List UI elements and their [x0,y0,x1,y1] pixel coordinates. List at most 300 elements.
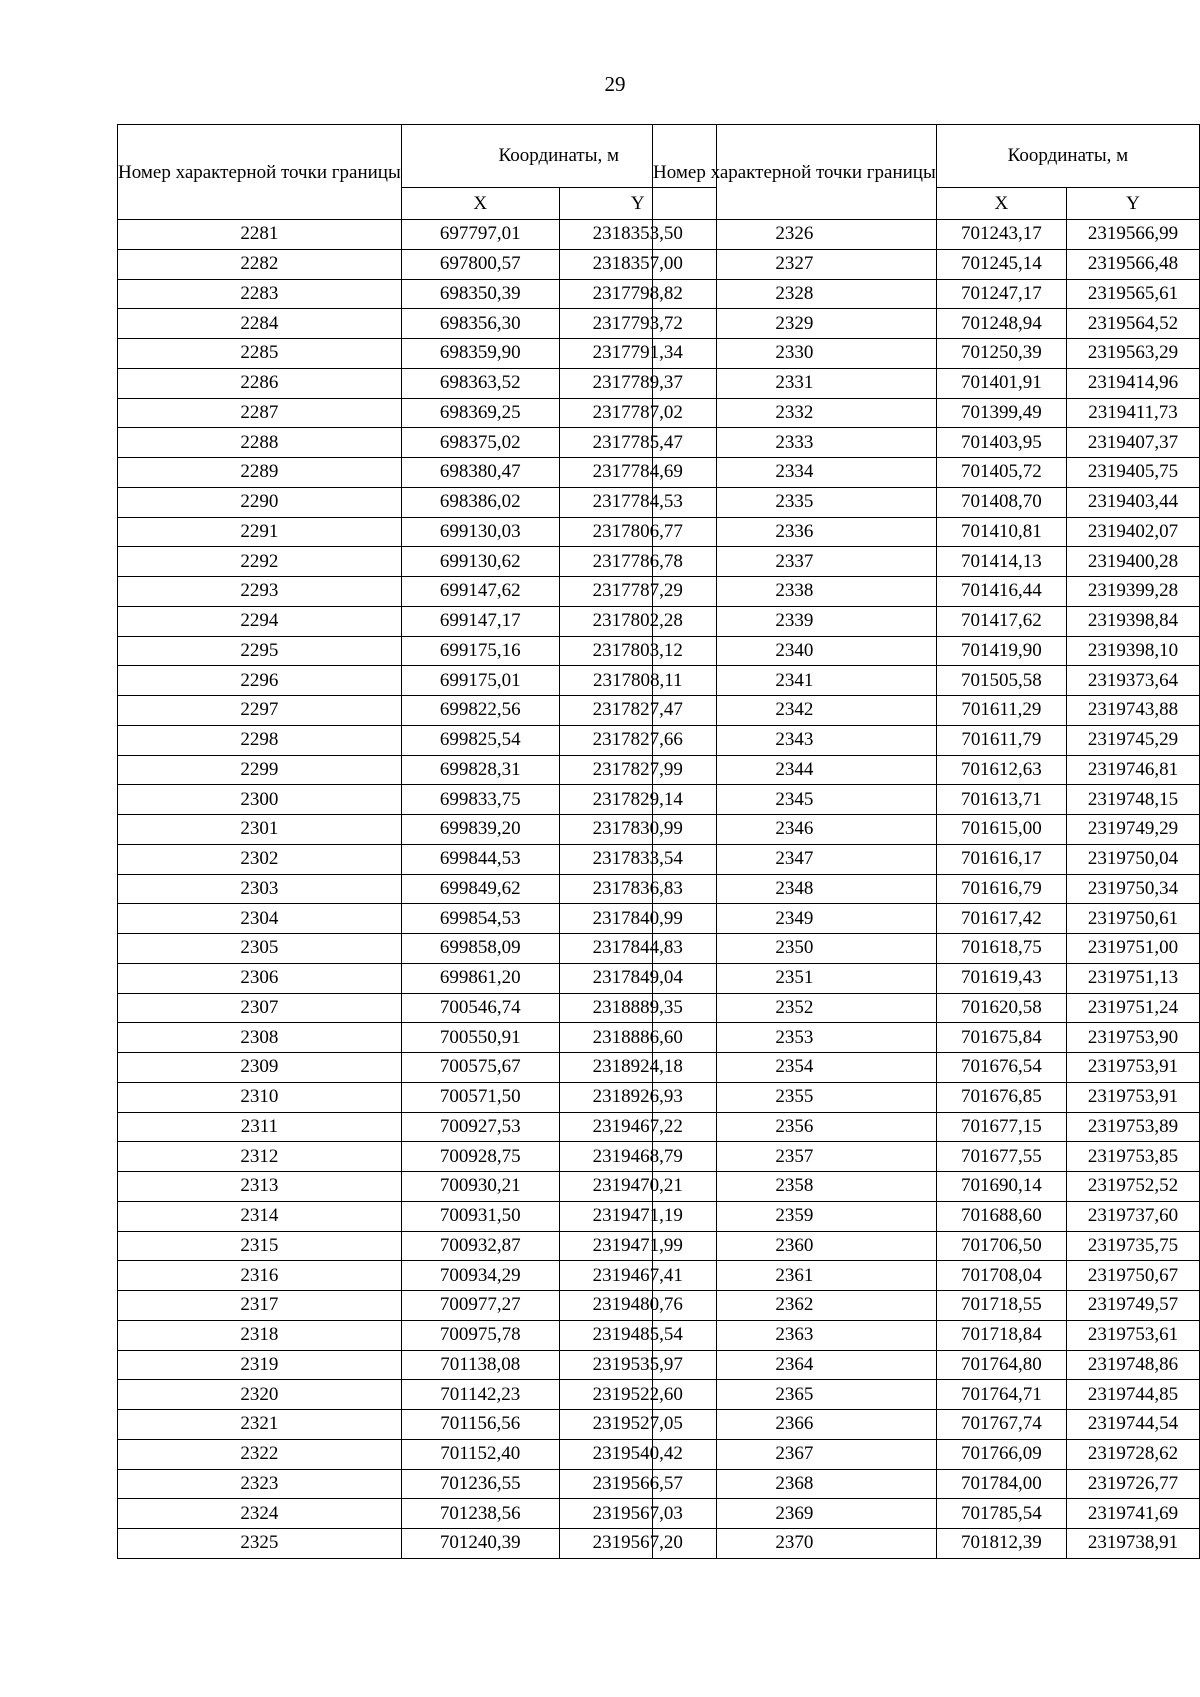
x-coordinate-cell: 700546,74 [401,993,559,1023]
point-number-cell: 2369 [653,1499,937,1529]
table-row [653,487,1200,517]
x-coordinate-cell: 701419,90 [936,636,1066,666]
y-coordinate-cell: 2319750,67 [1066,1261,1199,1291]
y-coordinate-cell: 2317787,29 [559,577,716,607]
point-number-cell: 2314 [118,1201,402,1231]
point-number-cell: 2346 [653,815,937,845]
point-number-cell: 2362 [653,1291,937,1321]
y-coordinate-cell: 2319564,52 [1066,309,1199,339]
point-number-cell: 2307 [118,993,402,1023]
table-row [653,279,1200,309]
table-row [118,517,717,547]
y-coordinate-cell: 2317840,99 [559,904,716,934]
point-number-cell: 2350 [653,934,937,964]
x-coordinate-cell: 700928,75 [401,1142,559,1172]
x-coordinate-cell: 701764,71 [936,1380,1066,1410]
y-coordinate-cell: 2319535,97 [559,1350,716,1380]
point-number-cell: 2370 [653,1529,937,1559]
point-number-cell: 2302 [118,844,402,874]
x-coordinate-cell: 701677,15 [936,1112,1066,1142]
y-coordinate-cell: 2319565,61 [1066,279,1199,309]
x-coordinate-cell: 699175,01 [401,666,559,696]
point-number-cell: 2333 [653,428,937,458]
table-row [118,368,717,398]
y-coordinate-cell: 2319750,61 [1066,904,1199,934]
point-number-cell: 2315 [118,1231,402,1261]
point-number-cell: 2301 [118,815,402,845]
x-coordinate-cell: 701615,00 [936,815,1066,845]
y-coordinate-cell: 2317833,54 [559,844,716,874]
table-row [118,1082,717,1112]
point-number-cell: 2299 [118,755,402,785]
x-coordinate-cell: 701240,39 [401,1529,559,1559]
y-coordinate-cell: 2319471,99 [559,1231,716,1261]
table-row [653,755,1200,785]
x-coordinate-cell: 700931,50 [401,1201,559,1231]
table-body-left [118,220,717,1559]
table-row [653,368,1200,398]
x-coordinate-cell: 698386,02 [401,487,559,517]
table-row [118,725,717,755]
y-coordinate-cell: 2317785,47 [559,428,716,458]
y-coordinate-cell: 2319750,04 [1066,844,1199,874]
x-coordinate-cell: 699147,62 [401,577,559,607]
y-column-header: Y [1066,188,1199,220]
point-number-header: Номер характерной точки границы [118,125,402,220]
point-number-cell: 2318 [118,1320,402,1350]
coordinates-header: Координаты, м [936,125,1199,188]
table-row [653,249,1200,279]
y-coordinate-cell: 2319741,69 [1066,1499,1199,1529]
table-row [118,993,717,1023]
point-number-cell: 2337 [653,547,937,577]
point-number-cell: 2289 [118,458,402,488]
x-coordinate-cell: 700575,67 [401,1053,559,1083]
y-coordinate-cell: 2317849,04 [559,963,716,993]
table-row [653,696,1200,726]
x-coordinate-cell: 698375,02 [401,428,559,458]
x-coordinate-cell: 701138,08 [401,1350,559,1380]
point-number-cell: 2324 [118,1499,402,1529]
point-number-cell: 2293 [118,577,402,607]
y-coordinate-cell: 2319752,52 [1066,1172,1199,1202]
table-row [118,666,717,696]
table-row [653,458,1200,488]
table-row [653,398,1200,428]
table-row [653,785,1200,815]
x-coordinate-cell: 701416,44 [936,577,1066,607]
y-coordinate-cell: 2319398,84 [1066,606,1199,636]
x-coordinate-cell: 701676,85 [936,1082,1066,1112]
x-coordinate-cell: 701766,09 [936,1439,1066,1469]
point-number-cell: 2311 [118,1112,402,1142]
coordinates-header: Координаты, м [401,125,716,188]
x-coordinate-cell: 699849,62 [401,874,559,904]
table-row [653,1380,1200,1410]
table-row [653,993,1200,1023]
y-coordinate-cell: 2318924,18 [559,1053,716,1083]
x-coordinate-cell: 699854,53 [401,904,559,934]
table-row [118,220,717,250]
table-row [653,963,1200,993]
y-coordinate-cell: 2319735,75 [1066,1231,1199,1261]
y-coordinate-cell: 2319746,81 [1066,755,1199,785]
y-coordinate-cell: 2317808,11 [559,666,716,696]
table-row [118,1053,717,1083]
y-coordinate-cell: 2319743,88 [1066,696,1199,726]
y-coordinate-cell: 2317784,53 [559,487,716,517]
table-row [118,934,717,964]
point-number-cell: 2306 [118,963,402,993]
y-coordinate-cell: 2319738,91 [1066,1529,1199,1559]
point-number-cell: 2327 [653,249,937,279]
point-number-cell: 2288 [118,428,402,458]
y-coordinate-cell: 2319405,75 [1066,458,1199,488]
x-coordinate-cell: 701677,55 [936,1142,1066,1172]
y-coordinate-cell: 2319751,24 [1066,993,1199,1023]
table-row [118,1023,717,1053]
table-row [653,428,1200,458]
coordinates-table-left [117,124,717,1559]
x-coordinate-cell: 701243,17 [936,220,1066,250]
x-coordinate-cell: 701250,39 [936,339,1066,369]
x-coordinate-cell: 699175,16 [401,636,559,666]
table-row [653,815,1200,845]
x-coordinate-cell: 701248,94 [936,309,1066,339]
x-coordinate-cell: 698380,47 [401,458,559,488]
y-coordinate-cell: 2317786,78 [559,547,716,577]
point-number-cell: 2348 [653,874,937,904]
x-coordinate-cell: 701156,56 [401,1410,559,1440]
x-coordinate-cell: 701405,72 [936,458,1066,488]
table-row [653,904,1200,934]
y-coordinate-cell: 2319748,15 [1066,785,1199,815]
point-number-cell: 2357 [653,1142,937,1172]
x-coordinate-cell: 700977,27 [401,1291,559,1321]
table-row [118,755,717,785]
x-column-header: X [401,188,559,220]
y-coordinate-cell: 2319751,13 [1066,963,1199,993]
x-coordinate-cell: 697797,01 [401,220,559,250]
table-row [118,577,717,607]
x-coordinate-cell: 699844,53 [401,844,559,874]
y-coordinate-cell: 2319566,57 [559,1469,716,1499]
x-coordinate-cell: 701152,40 [401,1439,559,1469]
point-number-cell: 2325 [118,1529,402,1559]
point-number-cell: 2305 [118,934,402,964]
table-row [118,487,717,517]
point-number-cell: 2320 [118,1380,402,1410]
table-row [118,1261,717,1291]
point-number-cell: 2365 [653,1380,937,1410]
table-row [653,606,1200,636]
x-coordinate-cell: 701718,84 [936,1320,1066,1350]
point-number-cell: 2304 [118,904,402,934]
y-coordinate-cell: 2319751,00 [1066,934,1199,964]
y-coordinate-cell: 2319467,22 [559,1112,716,1142]
x-coordinate-cell: 701619,43 [936,963,1066,993]
y-coordinate-cell: 2319745,29 [1066,725,1199,755]
y-coordinate-cell: 2319470,21 [559,1172,716,1202]
x-coordinate-cell: 701616,17 [936,844,1066,874]
table-row [653,1082,1200,1112]
point-number-cell: 2291 [118,517,402,547]
y-coordinate-cell: 2319373,64 [1066,666,1199,696]
y-coordinate-cell: 2319414,96 [1066,368,1199,398]
x-coordinate-cell: 701414,13 [936,547,1066,577]
point-number-cell: 2352 [653,993,937,1023]
y-coordinate-cell: 2317827,99 [559,755,716,785]
point-number-cell: 2281 [118,220,402,250]
y-coordinate-cell: 2319411,73 [1066,398,1199,428]
point-number-cell: 2285 [118,339,402,369]
point-number-cell: 2334 [653,458,937,488]
y-coordinate-cell: 2319749,29 [1066,815,1199,845]
y-coordinate-cell: 2319403,44 [1066,487,1199,517]
table-row [653,1529,1200,1559]
y-coordinate-cell: 2319737,60 [1066,1201,1199,1231]
x-coordinate-cell: 699130,03 [401,517,559,547]
point-number-cell: 2328 [653,279,937,309]
point-number-cell: 2339 [653,606,937,636]
y-coordinate-cell: 2319468,79 [559,1142,716,1172]
y-coordinate-cell: 2318353,50 [559,220,716,250]
x-coordinate-cell: 701410,81 [936,517,1066,547]
y-coordinate-cell: 2318889,35 [559,993,716,1023]
y-coordinate-cell: 2319567,20 [559,1529,716,1559]
point-number-cell: 2345 [653,785,937,815]
x-coordinate-cell: 699833,75 [401,785,559,815]
x-coordinate-cell: 701403,95 [936,428,1066,458]
x-coordinate-cell: 701812,39 [936,1529,1066,1559]
x-coordinate-cell: 701245,14 [936,249,1066,279]
y-coordinate-cell: 2319753,89 [1066,1112,1199,1142]
y-coordinate-cell: 2319726,77 [1066,1469,1199,1499]
point-number-cell: 2303 [118,874,402,904]
point-number-cell: 2295 [118,636,402,666]
x-coordinate-cell: 701706,50 [936,1231,1066,1261]
point-number-cell: 2363 [653,1320,937,1350]
x-coordinate-cell: 700930,21 [401,1172,559,1202]
x-coordinate-cell: 701613,71 [936,785,1066,815]
point-number-cell: 2312 [118,1142,402,1172]
y-coordinate-cell: 2319753,91 [1066,1082,1199,1112]
point-number-cell: 2321 [118,1410,402,1440]
y-coordinate-cell: 2319753,85 [1066,1142,1199,1172]
table-row [118,1291,717,1321]
x-coordinate-cell: 701417,62 [936,606,1066,636]
y-coordinate-cell: 2317827,47 [559,696,716,726]
y-coordinate-cell: 2319485,54 [559,1320,716,1350]
table-row [653,636,1200,666]
y-column-header: Y [559,188,716,220]
x-coordinate-cell: 701238,56 [401,1499,559,1529]
table-row [653,1350,1200,1380]
x-coordinate-cell: 698369,25 [401,398,559,428]
point-number-cell: 2292 [118,547,402,577]
x-coordinate-cell: 700550,91 [401,1023,559,1053]
point-number-cell: 2296 [118,666,402,696]
x-coordinate-cell: 698359,90 [401,339,559,369]
table-row [653,1261,1200,1291]
table-row [653,1499,1200,1529]
y-coordinate-cell: 2317798,82 [559,279,716,309]
table-row [118,309,717,339]
x-coordinate-cell: 699825,54 [401,725,559,755]
point-number-cell: 2336 [653,517,937,547]
table-row [653,1291,1200,1321]
x-coordinate-cell: 701247,17 [936,279,1066,309]
table-row [118,904,717,934]
point-number-cell: 2317 [118,1291,402,1321]
point-number-cell: 2330 [653,339,937,369]
table-row [118,785,717,815]
y-coordinate-cell: 2319753,90 [1066,1023,1199,1053]
table-row [118,249,717,279]
x-coordinate-cell: 700927,53 [401,1112,559,1142]
y-coordinate-cell: 2317830,99 [559,815,716,845]
point-number-cell: 2338 [653,577,937,607]
point-number-cell: 2342 [653,696,937,726]
point-number-cell: 2319 [118,1350,402,1380]
y-coordinate-cell: 2318926,93 [559,1082,716,1112]
table-row [118,815,717,845]
table-row [653,1410,1200,1440]
y-coordinate-cell: 2317791,34 [559,339,716,369]
y-coordinate-cell: 2319563,29 [1066,339,1199,369]
point-number-cell: 2297 [118,696,402,726]
y-coordinate-cell: 2319480,76 [559,1291,716,1321]
y-coordinate-cell: 2318357,00 [559,249,716,279]
y-coordinate-cell: 2319527,05 [559,1410,716,1440]
table-row [653,844,1200,874]
page-number: 29 [604,72,626,96]
point-number-cell: 2329 [653,309,937,339]
x-coordinate-cell: 701676,54 [936,1053,1066,1083]
x-coordinate-cell: 701236,55 [401,1469,559,1499]
x-coordinate-cell: 700975,78 [401,1320,559,1350]
x-coordinate-cell: 701675,84 [936,1023,1066,1053]
table-row [118,1380,717,1410]
table-row [118,1529,717,1559]
table-row [118,1320,717,1350]
point-number-cell: 2313 [118,1172,402,1202]
table-row [118,844,717,874]
y-coordinate-cell: 2317829,14 [559,785,716,815]
y-coordinate-cell: 2319471,19 [559,1201,716,1231]
point-number-cell: 2355 [653,1082,937,1112]
table-row [118,1469,717,1499]
table-row [653,309,1200,339]
table-row [653,725,1200,755]
point-number-cell: 2310 [118,1082,402,1112]
x-coordinate-cell: 699822,56 [401,696,559,726]
x-coordinate-cell: 701408,70 [936,487,1066,517]
table-row [653,1023,1200,1053]
y-coordinate-cell: 2317784,69 [559,458,716,488]
table-row [653,547,1200,577]
y-coordinate-cell: 2319402,07 [1066,517,1199,547]
y-coordinate-cell: 2317787,02 [559,398,716,428]
point-number-cell: 2287 [118,398,402,428]
point-number-cell: 2341 [653,666,937,696]
x-coordinate-cell: 699130,62 [401,547,559,577]
point-number-cell: 2294 [118,606,402,636]
point-number-cell: 2335 [653,487,937,517]
y-coordinate-cell: 2317802,28 [559,606,716,636]
table-row [118,636,717,666]
table-row [653,1142,1200,1172]
x-coordinate-cell: 701142,23 [401,1380,559,1410]
x-coordinate-cell: 701785,54 [936,1499,1066,1529]
point-number-cell: 2364 [653,1350,937,1380]
table-row [118,339,717,369]
x-coordinate-cell: 698350,39 [401,279,559,309]
point-number-cell: 2368 [653,1469,937,1499]
point-number-cell: 2360 [653,1231,937,1261]
table-row [653,1172,1200,1202]
point-number-cell: 2316 [118,1261,402,1291]
table-row [653,934,1200,964]
x-coordinate-cell: 701617,42 [936,904,1066,934]
table-row [653,577,1200,607]
point-number-cell: 2349 [653,904,937,934]
point-number-cell: 2322 [118,1439,402,1469]
table-row [118,428,717,458]
table-row [118,606,717,636]
point-number-cell: 2331 [653,368,937,398]
table-row [653,874,1200,904]
table-row [653,1231,1200,1261]
x-coordinate-cell: 701612,63 [936,755,1066,785]
point-number-cell: 2353 [653,1023,937,1053]
coordinates-table-right [652,124,1200,1559]
x-coordinate-cell: 697800,57 [401,249,559,279]
x-coordinate-cell: 701784,00 [936,1469,1066,1499]
point-number-cell: 2283 [118,279,402,309]
x-coordinate-cell: 699828,31 [401,755,559,785]
y-coordinate-cell: 2317793,72 [559,309,716,339]
point-number-cell: 2344 [653,755,937,785]
table-row [118,1499,717,1529]
point-number-cell: 2290 [118,487,402,517]
x-column-header: X [936,188,1066,220]
y-coordinate-cell: 2319467,41 [559,1261,716,1291]
table-row [653,339,1200,369]
point-number-cell: 2366 [653,1410,937,1440]
x-coordinate-cell: 699839,20 [401,815,559,845]
x-coordinate-cell: 701616,79 [936,874,1066,904]
point-number-cell: 2340 [653,636,937,666]
x-coordinate-cell: 701764,80 [936,1350,1066,1380]
point-number-cell: 2298 [118,725,402,755]
table-row [653,1320,1200,1350]
x-coordinate-cell: 698363,52 [401,368,559,398]
point-number-cell: 2323 [118,1469,402,1499]
y-coordinate-cell: 2319398,10 [1066,636,1199,666]
x-coordinate-cell: 701611,79 [936,725,1066,755]
point-number-cell: 2361 [653,1261,937,1291]
y-coordinate-cell: 2319522,60 [559,1380,716,1410]
point-number-cell: 2326 [653,220,937,250]
x-coordinate-cell: 701399,49 [936,398,1066,428]
x-coordinate-cell: 701618,75 [936,934,1066,964]
x-coordinate-cell: 701718,55 [936,1291,1066,1321]
point-number-cell: 2332 [653,398,937,428]
y-coordinate-cell: 2317844,83 [559,934,716,964]
table-row [118,1350,717,1380]
x-coordinate-cell: 700934,29 [401,1261,559,1291]
